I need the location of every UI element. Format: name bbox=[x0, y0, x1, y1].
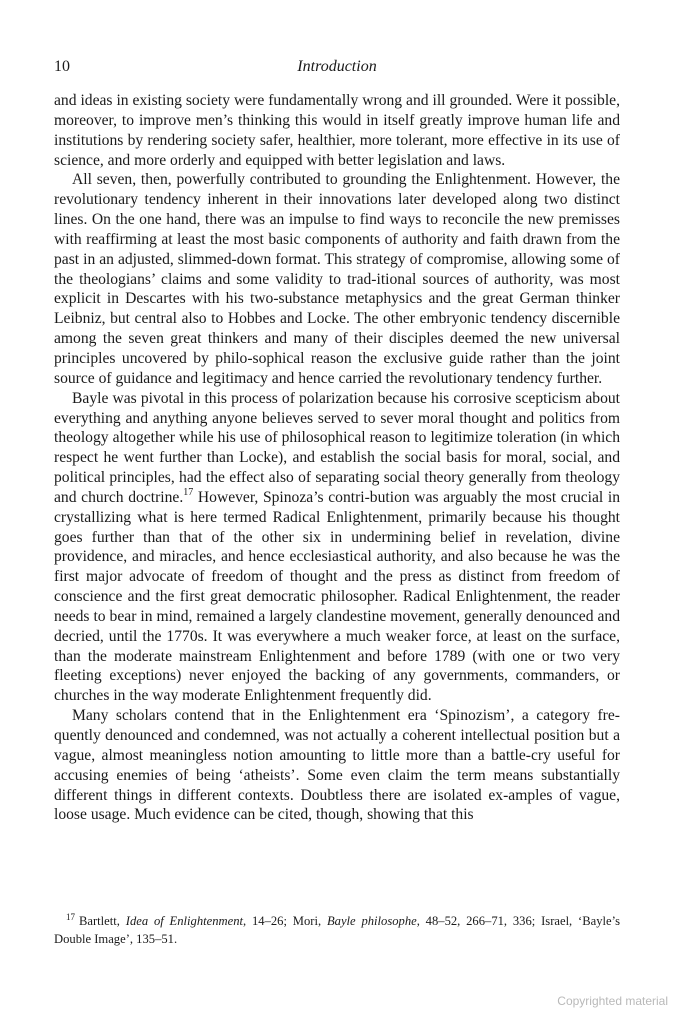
paragraph-3 bbox=[54, 389, 620, 707]
footnote-title-1: Idea of Enlightenment bbox=[125, 914, 244, 928]
footnote-title-2: Bayle philosophe bbox=[326, 914, 417, 928]
body-text bbox=[54, 91, 620, 825]
footnote-text-part2: , 14–26; Mori, bbox=[243, 914, 327, 928]
paragraph-1: and ideas in existing society were fundamentally wrong and ill grounded. Were it possible, moreover, to improve men’s thinking this would in itself greatly improve human life and institutions by rendering society safer, healthier, more tolerant, more effective in its use of science, and more orderly and equipped with better legislation and laws. bbox=[54, 92, 620, 169]
footnote-17 bbox=[54, 912, 620, 948]
copyright-watermark: Copyrighted material bbox=[557, 994, 668, 1008]
running-head: Introduction bbox=[297, 58, 377, 75]
paragraph-3-text-after: However, Spinoza’s contri-bution was arguably the most crucial in crystallizing what is here termed Radical Enlightenment, primarily because his thought goes further than that of the other six in undermining belief in revelation, divine providence, and miracles, and hence ecclesiastical authority, and also because he was the first major advocate of freedom of thought and the press as distinct from freedom of conscience and the first great democratic philosopher. Radical Enlightenment, the reader needs to bear in mind, remained a largely clandestine movement, generally denounced and decried, until the 1770s. It was everywhere a much weaker force, at least on the surface, than the moderate mainstream Enlightenment and before 1789 (with one or two very fleeting exceptions) never enjoyed the backing of any governments, commanders, or churches in the way moderate Enlightenment frequently did. bbox=[54, 488, 620, 705]
paragraph-2: All seven, then, powerfully contributed to grounding the Enlightenment. However, the revolutionary tendency inherent in their innovations later developed along two distinct lines. On the one hand, there was an impulse to find ways to reconcile the new premisses with reaffirming at least the most basic components of authority and faith drawn from the past in an adjusted, slimmed-down format. This strategy of compromise, allowing some of the theologians’ claims and some validity to trad-itional sources of authority, was most explicit in Descartes with his two-substance metaphysics and the great German thinker Leibniz, but central also to Hobbes and Locke. The other embryonic tendency discernible among the seven great thinkers and many of their disciples deemed the new universal principles uncovered by philo-sophical reason the exclusive guide rather than the joint source of guidance and legitimacy and hence carried the revolutionary tendency further. bbox=[54, 171, 620, 387]
paragraph-4: Many scholars contend that in the Enlightenment era ‘Spinozism’, a category fre-quently denounced and condemned, was not actually a coherent intellectual position but a vague, almost meaningless notion amounting to little more than a battle-cry useful for accusing enemies of being ‘atheists’. Some even claim the term means substantially different things in different contexts. Doubtless there are isolated ex-amples of vague, loose usage. Much evidence can be cited, though, showing that this bbox=[54, 707, 620, 824]
paragraph-3-text-before: Bayle was pivotal in this process of polarization because his corrosive scepticism about everything and anything anyone believes served to sever moral thought and politics from theology altogether while his use of philosophical reason to legitimize toleration (in which respect he went further than Locke), and establish the social basis for moral, social, and political principles, had the effect also of separating social theory generally from theology and church doctrine. bbox=[54, 389, 620, 506]
footnote-number: 17 bbox=[66, 911, 75, 922]
footnote-text-part1: Bartlett, bbox=[79, 914, 126, 928]
page-header bbox=[54, 58, 620, 80]
page-number: 10 bbox=[54, 58, 70, 75]
footnote-reference-17[interactable]: 17 bbox=[183, 486, 194, 498]
footnote-text-part3: , 48–52, 266–71, 336; Israel, ‘Bayle’s Double Image’, 135–51. bbox=[54, 914, 620, 946]
